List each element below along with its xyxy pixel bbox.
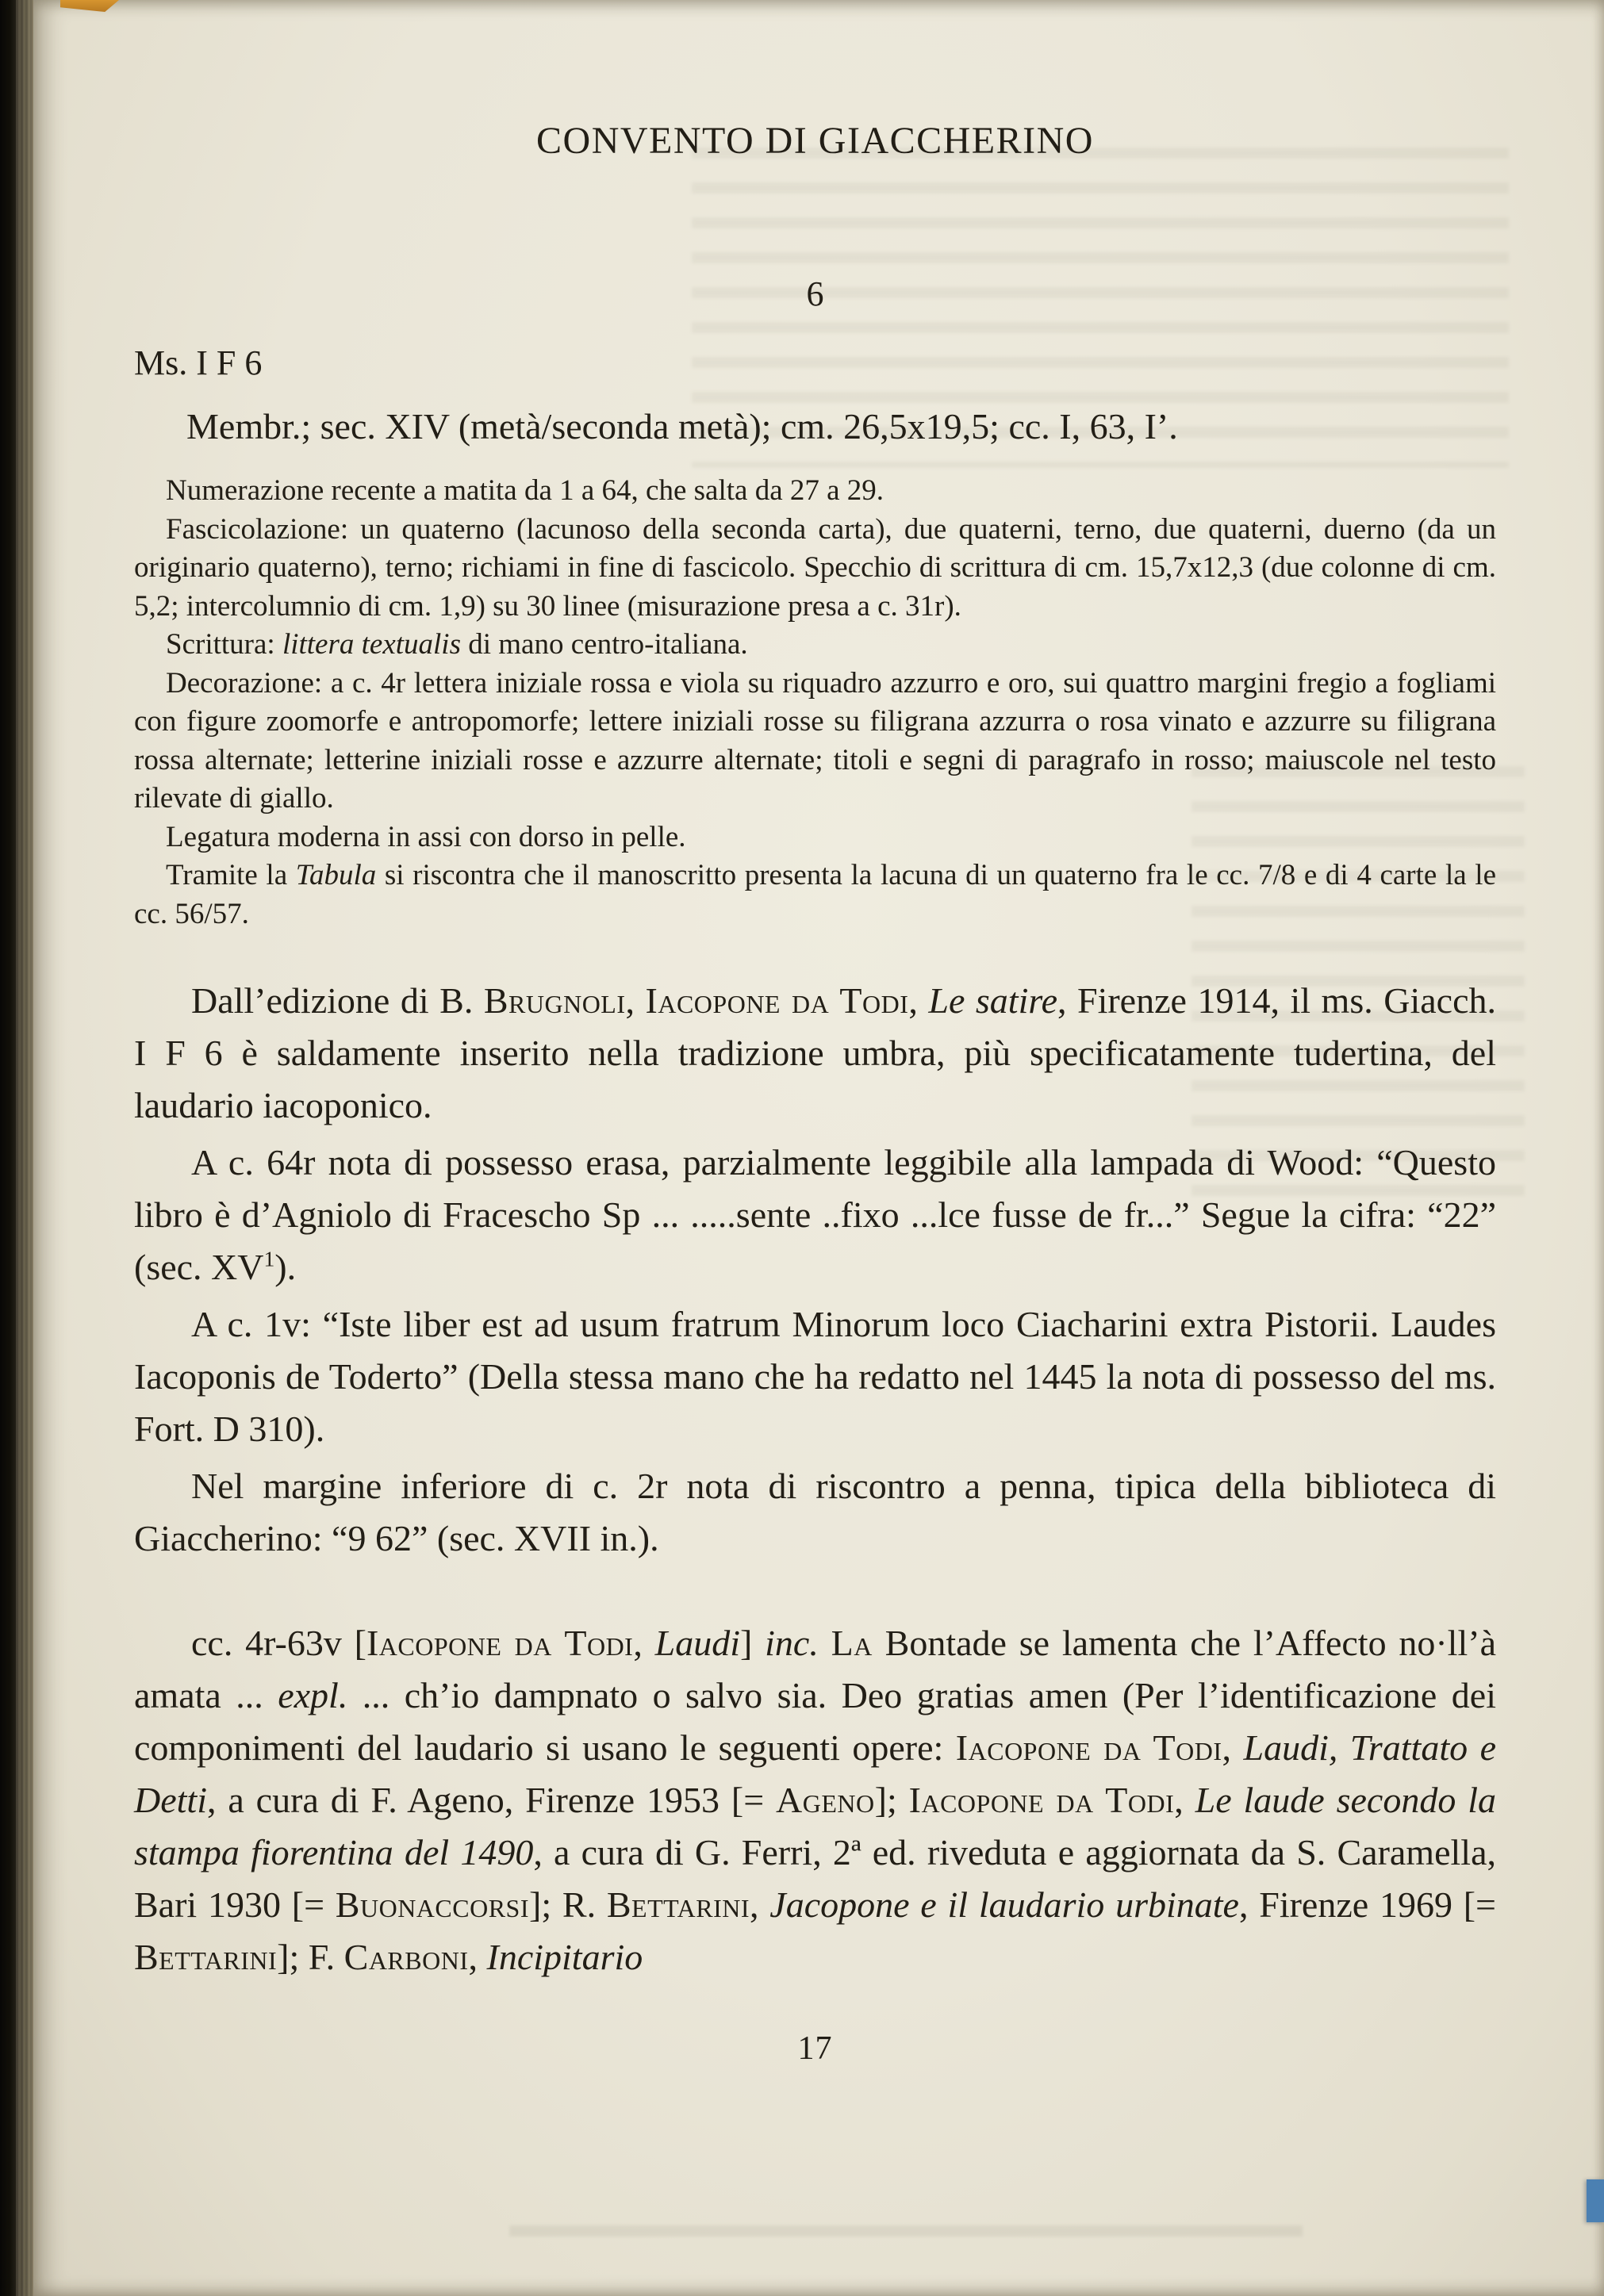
text-segment: Fascicolazione: un quaterno (lacunoso della seconda carta), due quaterni, terno, due quaterni, duerno (da un originario quaterno), terno; richiami in fine di fascicolo. Specchio di scrittura di cm. 15,7x12,3 (due colonne di cm. 5,2; intercolumnio di cm. 1,9) su 30 linee (misurazione presa a c. 31r). [134,512,1496,623]
text-segment: cc. 4r-63v [ [191,1623,366,1663]
text-segment: , [1222,1727,1244,1768]
text-segment: Iacopone da Todi [955,1727,1222,1768]
text-segment: Bettarini [606,1884,750,1925]
text-segment: , [468,1937,487,1977]
text-segment: , Firenze 1969 [= [1238,1884,1496,1925]
text-segment: 1 [263,1246,275,1271]
page-content [134,0,1496,2068]
note-fascicolazione [134,511,1496,627]
manuscript-shelfmark: Ms. I F 6 [134,343,263,382]
text-segment: , a cura di G. Ferri, 2ª ed. riveduta e aggiornata da S. Caramella, Bari 1930 [= [134,1832,1496,1925]
blue-edge-mark [1587,2179,1604,2222]
text-segment: Jacopone e il laudario urbinate [769,1884,1239,1925]
text-segment: Iacopone da Todi [645,980,909,1021]
codicological-summary: Membr.; sec. XIV (metà/seconda metà); cm. 26,5x19,5; cc. I, 63, I’. [186,406,1178,447]
text-segment: , [633,1623,655,1663]
text-segment: Iacopone da Todi [908,1780,1175,1820]
text-segment: littera textualis [282,628,461,661]
text-segment: , [625,980,646,1021]
text-segment: Legatura moderna in assi con dorso in pelle. [166,820,686,853]
text-segment: Nel margine inferiore di c. 2r nota di riscontro a penna, tipica della biblioteca di Giaccherino: “9 62” (sec. XVII in.). [134,1466,1496,1558]
note-scrittura [134,626,1496,665]
text-segment: ]; [874,1780,909,1820]
note-tabula [134,857,1496,933]
paragraph-edizione [134,975,1496,1132]
text-segment: Buonaccorsi [335,1884,530,1925]
note-decorazione [134,665,1496,818]
page-number: 17 [797,2030,833,2067]
note-numerazione [134,472,1496,511]
paragraph-contenuto [134,1617,1496,1984]
text-segment: Iacopone da Todi [366,1623,634,1663]
paragraph-possesso-64r [134,1137,1496,1294]
orange-corner-mark [60,0,119,12]
text-segment: ]; R. [529,1884,607,1925]
text-segment: , a cura di F. Ageno, Firenze 1953 [= [206,1780,777,1820]
codicological-notes [134,472,1496,933]
bleed-through-footnote [509,2213,1303,2240]
page-title: CONVENTO DI GIACCHERINO [536,120,1094,162]
text-segment: ]; F. [277,1937,344,1977]
text-segment: , [750,1884,770,1925]
text-segment: Laudi [654,1623,741,1663]
paragraph-nota-1v [134,1298,1496,1455]
text-segment: , [908,980,929,1021]
text-segment: A c. 64r nota di possesso erasa, parzialmente leggibile alla lampada di Wood: “Questo libro è d’Agniolo di Fracescho Sp ... .....sente ..fixo ...lce fusse de fr...” Segue la cifra: “22” (sec. XV [134,1142,1496,1287]
text-segment: inc. [765,1623,819,1663]
text-segment: , [1174,1780,1195,1820]
stacked-pages-edge [16,0,33,2296]
text-segment: di mano centro-italiana. [461,628,748,661]
text-segment: Le laude secondo la stampa fiorentina del 1490 [134,1780,1497,1872]
text-segment: expl. [278,1675,348,1715]
text-segment: Brugnoli [483,980,626,1021]
text-segment: ... ch’io dampnato o salvo sia. Deo gratias amen (Per l’identificazione dei componimenti del laudario si usano le seguenti opere: [134,1675,1496,1768]
text-segment: ] [740,1623,766,1663]
text-segment: Bettarini [134,1937,278,1977]
description-body [134,975,1496,1984]
text-segment: Dall’edizione di B. [191,980,484,1021]
catalog-entry-number: 6 [806,274,824,313]
text-segment: Scrittura: [166,628,282,661]
text-segment: Laudi, Trattato e Detti [134,1727,1496,1820]
text-segment: , Firenze 1914, il ms. Giacch. I F 6 è saldamente inserito nella tradizione umbra, più specificatamente tudertina, del laudario iacoponico. [134,980,1496,1125]
text-segment: La [831,1623,873,1663]
text-segment: Tabula [295,859,377,891]
text-segment: Le satire [928,980,1057,1021]
text-segment: Incipitario [486,1937,643,1977]
note-legatura [134,818,1496,857]
text-segment: Decorazione: a c. 4r lettera iniziale rossa e viola su riquadro azzurro e oro, sui quattro margini fregio a fogliami con figure zoomorfe e antropomorfe; lettere iniziali rosse su filigrana azzurra o rosa vinato e azzurre su filigrana rossa alternate; letterine iniziali rosse e azzurre alternate; titoli e segni di paragrafo in rosso; maiuscole nel testo rilevate di giallo. [134,666,1496,815]
text-segment: Numerazione recente a matita da 1 a 64, che salta da 27 a 29. [166,474,885,507]
text-segment: Carboni [343,1937,469,1977]
text-segment: si riscontra che il manoscritto presenta la lacuna di un quaterno fra le cc. 7/8 e di 4 carte la le cc. 56/57. [134,859,1496,930]
text-segment [819,1623,831,1663]
text-segment: Bontade se lamenta che l’Affecto no·ll’à amata ... [134,1623,1496,1715]
text-segment: ). [274,1247,297,1287]
text-segment: Ageno [776,1780,875,1820]
text-segment: Tramite la [166,859,296,891]
paragraph-riscontro-2r [134,1460,1496,1565]
text-segment: A c. 1v: “Iste liber est ad usum fratrum Minorum loco Ciacharini extra Pistorii. Laudes Iacoponis de Toderto” (Della stessa mano che ha redatto nel 1445 la nota di possesso del ms. Fort. D 310). [134,1304,1496,1449]
